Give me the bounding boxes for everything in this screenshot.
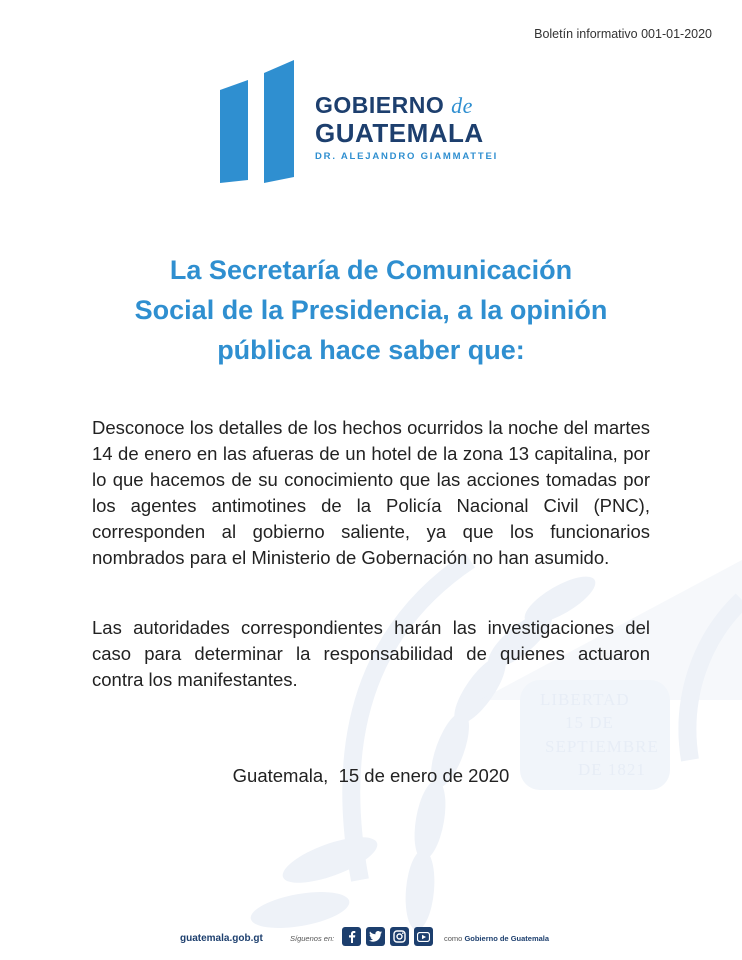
headline	[60, 250, 682, 370]
logo-line1	[315, 92, 498, 119]
body-paragraph-1: Desconoce los detalles de los hechos ocurridos la noche del martes 14 de enero en las afueras de un hotel de la zona 13 capitalina, por lo que hacemos de su conocimiento que las acciones tomadas por los agentes antimotines de la Policía Nacional Civil (PNC), corresponden al gobierno saliente, ya que los funcionarios nombrados para el Ministerio de Gobernación no han asumido.	[92, 417, 650, 568]
logo-wordmark	[315, 92, 498, 162]
website-link[interactable]: guatemala.gob.gt	[180, 933, 263, 944]
headline-line1: La Secretaría de Comunicación	[169, 255, 573, 285]
logo-guatemala: GUATEMALA	[315, 118, 484, 148]
body-paragraph-2: Las autoridades correspondientes harán las investigaciones del caso para determinar la responsabilidad de quienes actuaron contra los manifestantes.	[92, 617, 650, 690]
watermark-line3: SEPTIEMBRE	[545, 737, 659, 756]
como-label	[444, 934, 549, 943]
headline-line2: Social de la Presidencia, a la opinión	[134, 295, 608, 325]
government-logo	[220, 55, 530, 190]
watermark-line4: DE 1821	[578, 760, 646, 779]
logo-gobierno: GOBIERNO	[315, 92, 445, 118]
bulletin-number: Boletín informativo 001-01-2020	[534, 27, 712, 41]
youtube-icon[interactable]	[414, 927, 433, 946]
social-icons	[342, 927, 433, 946]
logo-president: DR. ALEJANDRO GIAMMATTEI	[315, 151, 499, 162]
logo-bars-icon	[220, 55, 310, 190]
follow-label: Síguenos en:	[290, 934, 335, 943]
facebook-icon[interactable]	[342, 927, 361, 946]
twitter-icon[interactable]	[366, 927, 385, 946]
headline-line3: pública hace saber que:	[217, 335, 525, 365]
watermark-line1: LIBERTAD	[540, 690, 630, 709]
place-date: Guatemala, 15 de enero de 2020	[232, 765, 510, 786]
footer	[0, 924, 742, 952]
como-name: Gobierno de Guatemala	[464, 934, 550, 943]
instagram-icon[interactable]	[390, 927, 409, 946]
watermark-line2: 15 DE	[565, 713, 614, 732]
como-prefix: como	[444, 934, 463, 943]
logo-de: de	[451, 93, 473, 118]
